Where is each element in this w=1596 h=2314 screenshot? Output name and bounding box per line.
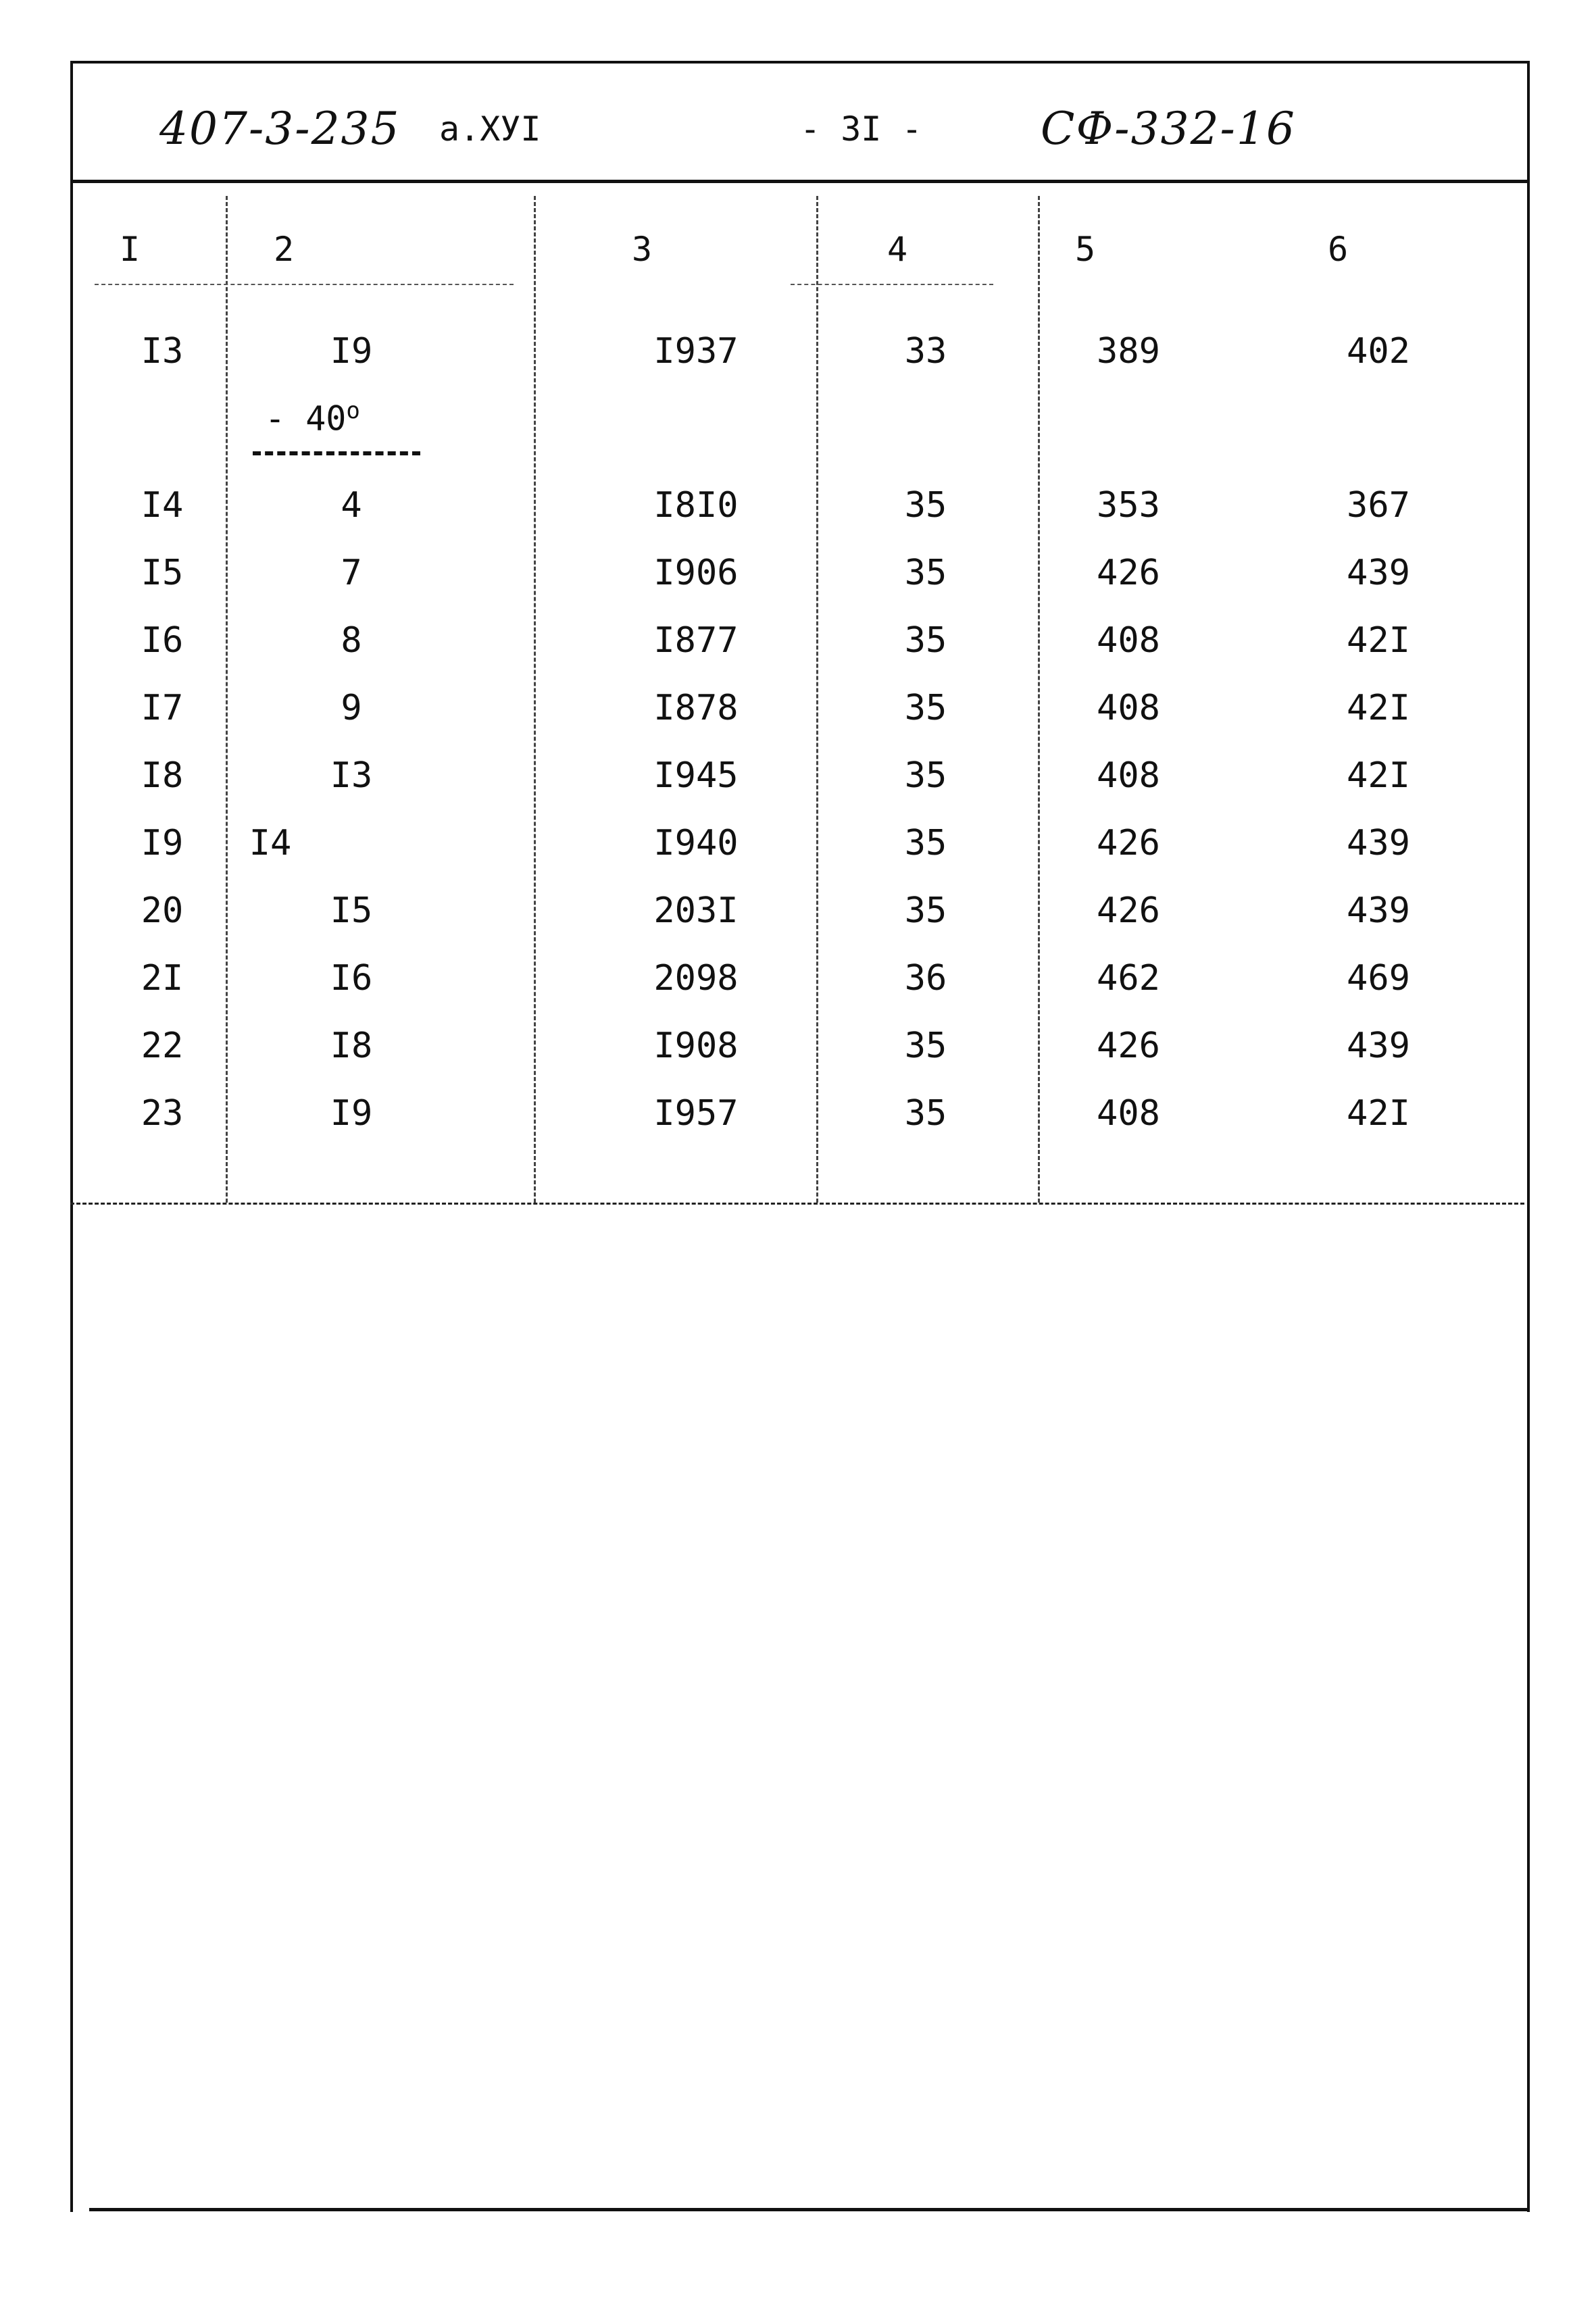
table-cell: I877 <box>653 620 739 661</box>
bottom-rule <box>89 2208 1527 2211</box>
table-cell: 35 <box>904 485 947 526</box>
column-header-5: 5 <box>1074 230 1096 269</box>
column-header-1: I <box>119 230 141 269</box>
table-cell: 2098 <box>653 958 739 999</box>
header-underline <box>791 284 993 285</box>
table-cell: 35 <box>904 890 947 931</box>
table-cell: 469 <box>1347 958 1410 999</box>
table-cell: 408 <box>1097 688 1160 728</box>
temperature-label: - 40$^o$ <box>265 397 360 438</box>
table-cell: I906 <box>653 553 739 593</box>
table-cell: 42I <box>1347 1093 1410 1134</box>
table-cell: 7 <box>341 553 362 593</box>
table-bottom-rule <box>70 1203 1524 1205</box>
table-cell: 35 <box>904 1093 947 1134</box>
header-rule <box>70 180 1527 183</box>
table-cell: 42I <box>1347 688 1410 728</box>
table-cell: 426 <box>1097 553 1160 593</box>
table-cell: 353 <box>1097 485 1160 526</box>
table-cell: 462 <box>1097 958 1160 999</box>
column-divider <box>534 196 536 1203</box>
table-cell: I3 <box>330 755 373 796</box>
table-cell: 9 <box>341 688 362 728</box>
table-cell: 389 <box>1097 331 1160 372</box>
table-cell: 35 <box>904 620 947 661</box>
table-cell: 2I <box>141 958 184 999</box>
header-underline <box>95 284 514 285</box>
table-cell: I4 <box>141 485 184 526</box>
column-divider <box>1038 196 1040 1203</box>
table-cell: I6 <box>141 620 184 661</box>
table-cell: I8 <box>330 1026 373 1066</box>
table-cell: I4 <box>249 823 292 863</box>
table-cell: I8 <box>141 755 184 796</box>
table-cell: I6 <box>330 958 373 999</box>
table-cell: I9 <box>330 1093 373 1134</box>
table-cell: 20 <box>141 890 184 931</box>
table-cell: I9 <box>330 331 373 372</box>
table-cell: 402 <box>1347 331 1410 372</box>
table-cell: I908 <box>653 1026 739 1066</box>
table-cell: 22 <box>141 1026 184 1066</box>
table-cell: 33 <box>904 331 947 372</box>
table-cell: 439 <box>1347 823 1410 863</box>
table-cell: I9 <box>141 823 184 863</box>
table-cell: I957 <box>653 1093 739 1134</box>
table-cell: I940 <box>653 823 739 863</box>
column-header-3: 3 <box>631 230 653 269</box>
table-cell: I7 <box>141 688 184 728</box>
table-cell: I937 <box>653 331 739 372</box>
temperature-underline <box>253 451 420 455</box>
column-divider <box>816 196 818 1203</box>
table-cell: I3 <box>141 331 184 372</box>
table-cell: 367 <box>1347 485 1410 526</box>
column-header-4: 4 <box>887 230 908 269</box>
album-number: а.ХУI <box>439 109 541 149</box>
column-header-2: 2 <box>273 230 295 269</box>
table-cell: 426 <box>1097 890 1160 931</box>
table-cell: 35 <box>904 1026 947 1066</box>
table-cell: 8 <box>341 620 362 661</box>
table-cell: 439 <box>1347 553 1410 593</box>
table-cell: 36 <box>904 958 947 999</box>
table-cell: I878 <box>653 688 739 728</box>
table-cell: 439 <box>1347 1026 1410 1066</box>
document-code: 407-3-235 <box>159 103 401 155</box>
table-cell: 35 <box>904 553 947 593</box>
table-cell: 23 <box>141 1093 184 1134</box>
table-cell: 42I <box>1347 755 1410 796</box>
series-code: СФ-332-16 <box>1041 103 1296 155</box>
table-cell: 203I <box>653 890 739 931</box>
table-cell: 408 <box>1097 1093 1160 1134</box>
table-cell: 35 <box>904 755 947 796</box>
table-cell: 42I <box>1347 620 1410 661</box>
table-cell: I5 <box>141 553 184 593</box>
table-cell: 35 <box>904 688 947 728</box>
page-frame <box>70 61 1530 2212</box>
table-cell: I945 <box>653 755 739 796</box>
table-cell: 4 <box>341 485 362 526</box>
table-cell: I5 <box>330 890 373 931</box>
table-cell: 426 <box>1097 1026 1160 1066</box>
table-cell: 408 <box>1097 755 1160 796</box>
table-cell: 439 <box>1347 890 1410 931</box>
column-header-6: 6 <box>1327 230 1349 269</box>
table-cell: I8I0 <box>653 485 739 526</box>
page-number: - 3I - <box>800 109 922 149</box>
table-cell: 426 <box>1097 823 1160 863</box>
table-cell: 35 <box>904 823 947 863</box>
table-cell: 408 <box>1097 620 1160 661</box>
